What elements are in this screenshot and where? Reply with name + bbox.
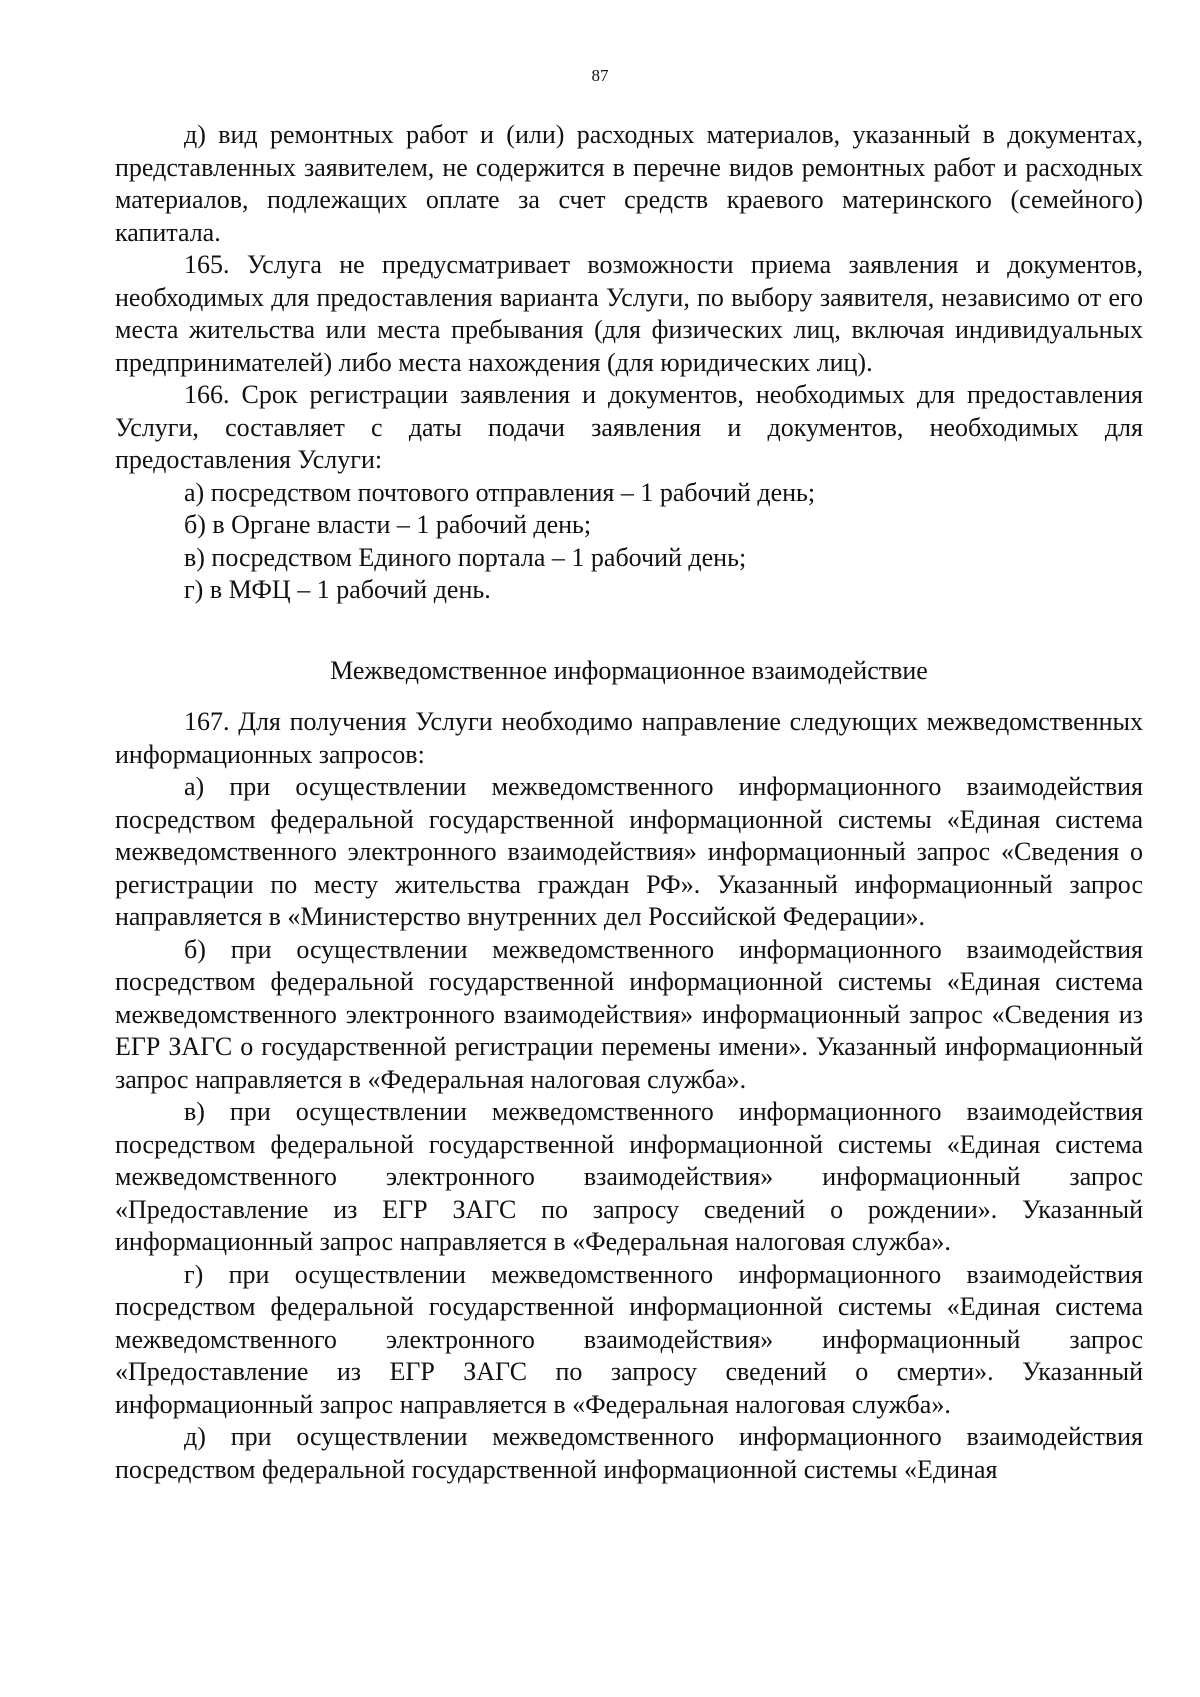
list-item-portal: в) посредством Единого портала – 1 рабочий день; xyxy=(184,542,747,572)
paragraph-166: 166. Срок регистрации заявления и документов, необходимых для предоставления Услуги, составляет с даты подачи заявления и документов, необходимых для предоставления Услуги: xyxy=(115,380,1143,474)
section-heading: Межведомственное информационное взаимодействие xyxy=(330,655,928,685)
paragraph-167-b: б) при осуществлении межведомственного информационного взаимодействия посредством федеральной государственной информационной системы «Единая система межведомственного электронного взаимодействия» информационный запрос «Сведения из ЕГР ЗАГС о государственной регистрации перемены имени». Указанный информационный запрос направляется в «Федеральная налоговая служба». xyxy=(115,934,1143,1094)
paragraph-167-a: а) при осуществлении межведомственного информационного взаимодействия посредством федеральной государственной информационной системы «Единая система межведомственного электронного взаимодействия» информационный запрос «Сведения о регистрации по месту жительства граждан РФ». Указанный информационный запрос направляется в «Министерство внутренних дел Российской Федерации». xyxy=(115,772,1143,931)
paragraph-165: 165. Услуга не предусматривает возможности приема заявления и документов, необходимых для предоставления варианта Услуги, по выбору заявителя, независимо от его места жительства или места пребывания (для физических лиц, включая индивидуальных предпринимателей) либо места нахождения (для юридических лиц). xyxy=(115,250,1143,377)
document-body xyxy=(115,119,1143,1486)
paragraph-167-d: д) при осуществлении межведомственного информационного взаимодействия посредством федеральной государственной информационной системы «Единая xyxy=(115,1422,1143,1484)
paragraph-167: 167. Для получения Услуги необходимо направление следующих межведомственных информационных запросов: xyxy=(115,707,1143,769)
page-number: 87 xyxy=(591,66,609,85)
list-item-postal: а) посредством почтового отправления – 1 рабочий день; xyxy=(184,477,816,507)
list-item-mfc: г) в МФЦ – 1 рабочий день. xyxy=(184,575,491,604)
paragraph-167-g: г) при осуществлении межведомственного информационного взаимодействия посредством федеральной государственной информационной системы «Единая система межведомственного электронного взаимодействия» информационный запрос «Предоставление из ЕГР ЗАГС по запросу сведений о смерти». Указанный информационный запрос направляется в «Федеральная налоговая служба». xyxy=(115,1259,1143,1419)
paragraph-item-d-repair-works: д) вид ремонтных работ и (или) расходных материалов, указанный в документах, представленных заявителем, не содержится в перечне видов ремонтных работ и расходных материалов, подлежащих оплате за счет средств краевого материнского (семейного) капитала. xyxy=(115,120,1143,247)
paragraph-167-v: в) при осуществлении межведомственного информационного взаимодействия посредством федеральной государственной информационной системы «Единая система межведомственного электронного взаимодействия» информационный запрос «Предоставление из ЕГР ЗАГС по запросу сведений о рождении». Указанный информационный запрос направляется в «Федеральная налоговая служба». xyxy=(115,1097,1143,1256)
list-item-authority: б) в Органе власти – 1 рабочий день; xyxy=(184,510,592,539)
